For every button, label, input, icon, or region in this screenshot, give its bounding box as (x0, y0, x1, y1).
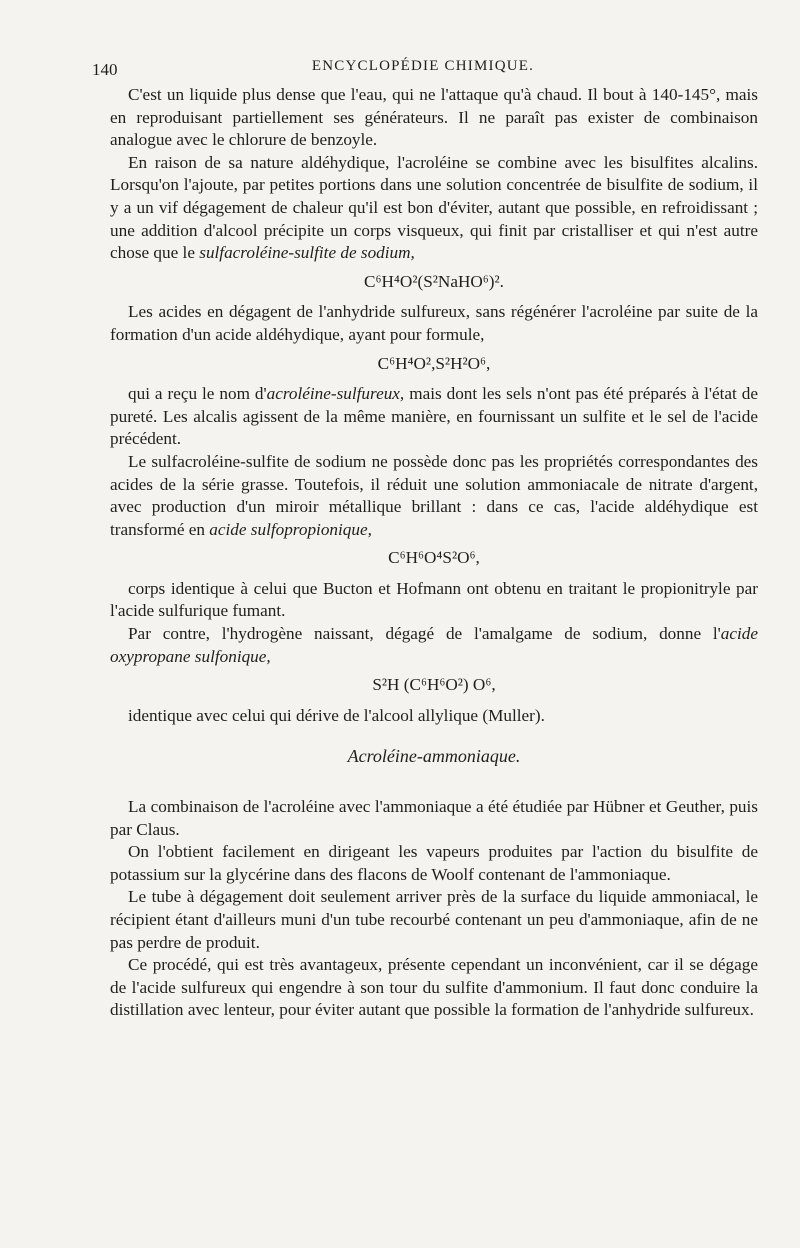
emphasis-term: sulfacroléine-sulfite de sodium, (199, 243, 415, 263)
page-header (92, 54, 754, 80)
paragraph (110, 451, 758, 541)
paragraph: Ce procédé, qui est très avantageux, présente cependant un inconvénient, car il se dégage de l'acide sulfureux qui engendre à son tour du sulfite d'ammonium. Il faut donc conduire la distillation avec lenteur, pour éviter autant que possible la formation de l'anhydride sulfureux. (110, 955, 758, 1020)
paragraph: On l'obtient facilement en dirigeant les vapeurs produites par l'action du bisulfite de potassium sur la glycérine dans des flacons de Woolf contenant de l'ammoniaque. (110, 842, 758, 884)
chemical-formula: S²H (C⁶H⁶O²) O⁶, (372, 675, 496, 695)
page-number: 140 (92, 60, 118, 79)
emphasis-term: acroléine-sulfureux, (266, 384, 405, 404)
paragraph: C'est un liquide plus dense que l'eau, qui ne l'attaque qu'à chaud. Il bout à 140-145°, mais en reproduisant partiellement ses générateurs. Il ne paraît pas exister de combinaison analogue avec le chlorure de benzoyle. (110, 85, 758, 150)
paragraph-text: Par contre, l'hydrogène naissant, dégagé de l'amalgame de sodium, donne l' (128, 624, 721, 644)
paragraph (110, 152, 758, 265)
page-body (110, 84, 758, 1022)
paragraph: La combinaison de l'acroléine avec l'ammoniaque a été étudiée par Hübner et Geuther, puis par Claus. (110, 797, 758, 839)
paragraph-text: qui a reçu le nom d' (128, 384, 267, 404)
paragraph: Les acides en dégagent de l'anhydride sulfureux, sans régénérer l'acroléine par suite de la formation d'un acide aldéhydique, ayant pour formule, (110, 302, 758, 344)
chemical-formula: C⁶H⁴O²(S²NaHO⁶)². (364, 271, 504, 291)
emphasis-term: acide oxypropane sulfonique, (110, 624, 758, 666)
section-heading: Acroléine-ammoniaque. (347, 746, 521, 767)
paragraph-text: mais dont les sels n'ont pas été préparés à l'état de pureté. Les alcalis agissent de la même manière, en fournissant un sulfite et le sel de l'acide précédent. (110, 384, 759, 449)
running-head: ENCYCLOPÉDIE CHIMIQUE. (311, 58, 535, 74)
paragraph: corps identique à celui que Bucton et Hofmann ont obtenu en traitant le propionitryle par l'acide sulfurique fumant. (110, 578, 758, 621)
paragraph: Le tube à dégagement doit seulement arriver près de la surface du liquide ammoniacal, le récipient étant d'ailleurs muni d'un tube recourbé contenant un peu d'ammoniaque, afin de ne pas perdre de produit. (110, 887, 758, 952)
paragraph: identique avec celui qui dérive de l'alcool allylique (Muller). (128, 705, 545, 725)
chemical-formula: C⁶H⁶O⁴S²O⁶, (388, 548, 480, 568)
paragraph-text: Le sulfacroléine-sulfite de sodium ne possède donc pas les propriétés correspondantes des acides de la série grasse. Toutefois, il réduit une solution ammoniacale de nitrate d'argent, avec production d'un miroir métallique brillant : dans ce cas, l'acide aldéhydique est transformé en (110, 451, 758, 539)
chemical-formula: C⁶H⁴O²,S²H²O⁶, (377, 353, 491, 373)
paragraph-text: En raison de sa nature aldéhydique, l'acroléine se combine avec les bisulfites alcalins. Lorsqu'on l'ajoute, par petites portions dans une solution concentrée de bisulfite de sodium, il y a un vif dégagement de chaleur qu'il est bon d'éviter, autant que possible, en refroidissant ; une addition d'alcool précipite un corps visqueux, qui finit par cristalliser et qui n'est autre chose que le (110, 152, 758, 263)
emphasis-term: acide sulfopropionique, (209, 519, 372, 539)
paragraph (110, 623, 758, 668)
paragraph (110, 383, 758, 451)
